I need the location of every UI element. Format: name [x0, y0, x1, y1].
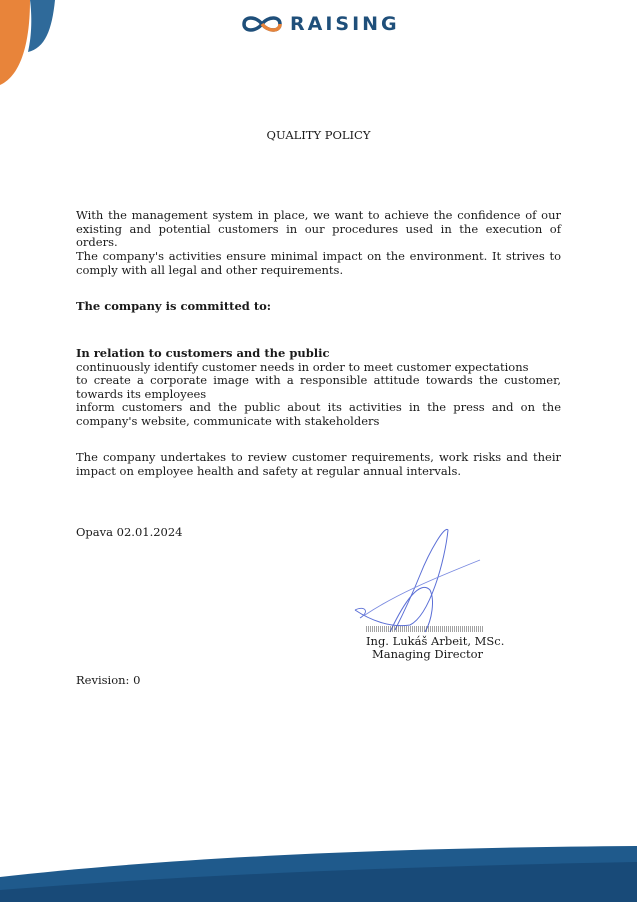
list-item: inform customers and the public about its activities in the press and on the company's website, communicate with stakeholders — [76, 400, 561, 428]
brand-name: RAISING — [290, 13, 400, 35]
section-heading: In relation to customers and the public — [76, 346, 330, 360]
paragraph-review: The company undertakes to review customer requirements, work risks and their impact on employee health and safety at regular annual intervals. — [76, 450, 561, 478]
signature-line — [366, 626, 484, 632]
infinity-loop-icon — [238, 10, 286, 38]
brand-logo — [238, 8, 400, 40]
footer-wave-decoration — [0, 832, 637, 902]
signatory-role: Managing Director — [372, 647, 484, 661]
paragraph-environment: The company's activities ensure minimal impact on the environment. It strives to comply with all legal and other requirements. — [76, 249, 561, 277]
list-item: continuously identify customer needs in order to meet customer expectations — [76, 359, 529, 374]
document-title: QUALITY POLICY — [266, 128, 371, 142]
signature-image — [350, 520, 500, 640]
customers-section — [76, 347, 561, 428]
place-date: Opava 02.01.2024 — [76, 525, 183, 539]
signatory-name: Ing. Lukáš Arbeit, MSc. — [366, 634, 505, 648]
revision-label: Revision: 0 — [76, 673, 141, 687]
list-item: to create a corporate image with a responsible attitude towards the customer, towards its employees — [76, 373, 561, 401]
commitment-heading: The company is committed to: — [76, 299, 272, 313]
corner-decoration — [0, 0, 60, 90]
paragraph-intro: With the management system in place, we want to achieve the confidence of our existing and potential customers in our procedures used in the execution of orders. — [76, 208, 561, 249]
